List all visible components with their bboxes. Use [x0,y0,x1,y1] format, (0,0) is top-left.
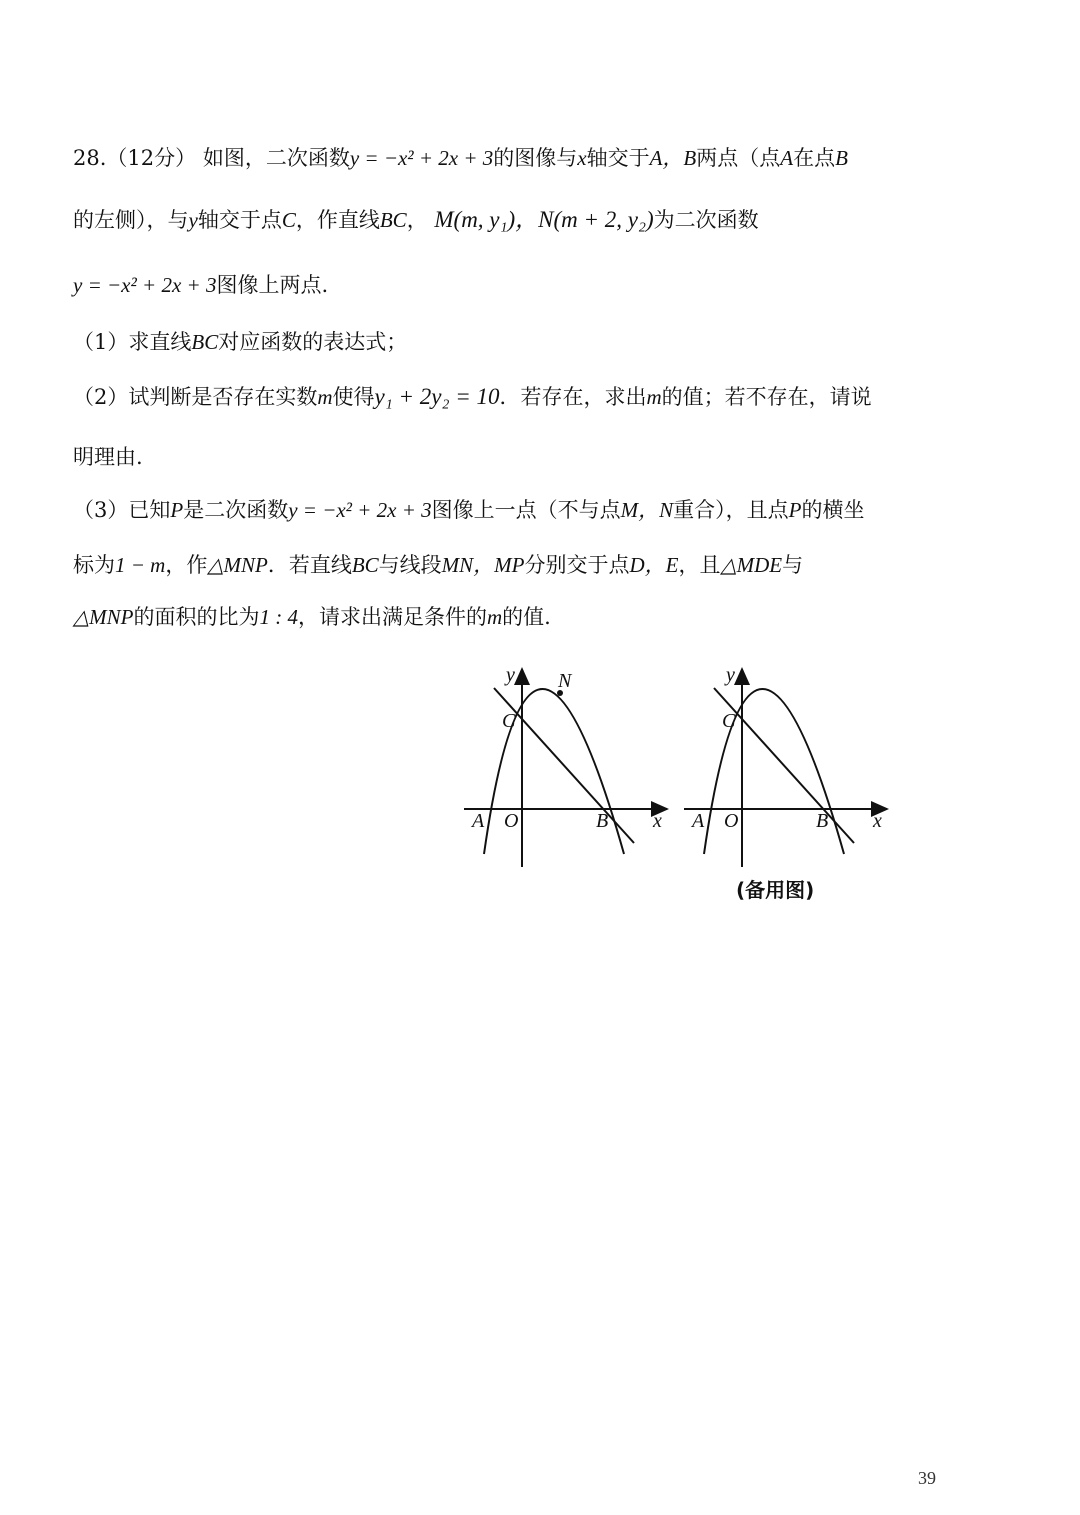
label-c: C [722,710,736,732]
label-a: A [472,810,485,832]
label-x: x [873,810,882,832]
line-bc: BC [191,330,219,354]
question-2 [73,382,872,412]
point-c: C [281,208,296,232]
line-bc: BC [351,553,379,577]
text: 如图，二次函数 [202,146,350,170]
text: ，作 [165,553,208,577]
problem-number: 28. [73,146,107,170]
label-o: O [724,810,739,832]
problem-line-2: 的左侧），与y轴交于点C，作直线BC， M(m, y₁)，N(m + 2, y₂)为二次函数 [73,207,759,232]
problem-score: （12分） [106,146,197,170]
question-1 [73,327,407,357]
figure-1-svg [462,655,672,870]
text: 与线段 [378,553,442,577]
text: 在点 [793,146,836,170]
text: （1）求直线 [73,330,192,354]
text: 使得 [332,385,375,409]
text: ．若直线 [267,553,352,577]
text: ，且 [678,553,721,577]
label-b: B [596,810,609,832]
points-d-e: D，E [629,553,679,577]
text: 对应函数的表达式； [218,330,408,354]
text: 与 [782,553,804,577]
text: 是二次函数 [183,498,289,522]
text: 的面积的比为 [133,605,260,629]
text: ，作直线 [295,208,380,232]
point-p: P [170,498,184,522]
text: ．若存在，求出 [499,385,647,409]
triangle-mnp: △MNP [73,605,134,629]
problem-line-1 [73,143,848,173]
text: （2）试判断是否存在实数 [73,385,318,409]
segment-mn: MN， [441,553,495,577]
text: 轴交于 [586,146,650,170]
question-3 [73,495,864,525]
question-3-line-2 [73,550,803,580]
text: 标为 [73,553,115,577]
var-x: x [577,146,587,170]
text: 图像上两点. [216,273,329,297]
function-expression: y = −x² + 2x + 3 [349,146,494,170]
label-o: O [504,810,519,832]
label-n: N [558,670,572,692]
point-m: M(m, y₁)， [434,207,539,232]
label-c: C [502,710,516,732]
text: 的图像与 [493,146,578,170]
var-m: m [317,385,333,409]
function-expression: y = −x² + 2x + 3 [73,273,217,297]
expr-1-minus-m: 1 − m [115,553,166,577]
text: ，请求出满足条件的 [297,605,487,629]
figure-2 [682,655,892,874]
point-n: N(m + 2, y₂) [538,207,654,232]
var-y: y [188,208,198,232]
text: 的左侧），与 [73,208,189,232]
label-y: y [506,664,515,686]
function-expression: y = −x² + 2x + 3 [288,498,432,522]
segment-mp: MP [494,553,525,577]
text: 的横坐 [801,498,865,522]
text: 两点（点 [696,146,781,170]
figure-1 [462,655,672,874]
ratio: 1 : 4 [259,605,298,629]
text: 的值；若不存在，请说 [661,385,872,409]
triangle-mnp: △MNP [207,553,268,577]
text: 重合），且点 [673,498,789,522]
label-x: x [653,810,662,832]
text: 分别交于点 [524,553,630,577]
point-b: B [835,146,848,170]
label-b: B [816,810,829,832]
equation: y₁ + 2y₂ = 10 [374,384,500,409]
label-y: y [726,664,735,686]
points-a-b: A，B [649,146,697,170]
var-m: m [486,605,503,629]
question-3-line-3 [73,602,551,632]
label-a: A [692,810,705,832]
var-m: m [646,385,662,409]
text: 明理由. [73,445,143,469]
text: （3）已知 [73,498,171,522]
text: 图像上一点（不与点 [431,498,621,522]
points-m-n: M，N [620,498,674,522]
problem-line-3 [73,270,328,300]
text: 为二次函数 [653,208,759,232]
point-p: P [788,498,802,522]
question-2-cont [73,442,143,472]
figure-caption: (备用图) [736,878,815,902]
page-number: 39 [918,1468,936,1488]
text: 轴交于点 [197,208,282,232]
figure-2-svg [682,655,892,870]
triangle-mde: △MDE [720,553,783,577]
line-bc: BC [379,208,407,232]
point-a: A [780,146,794,170]
text: 的值. [502,605,551,629]
